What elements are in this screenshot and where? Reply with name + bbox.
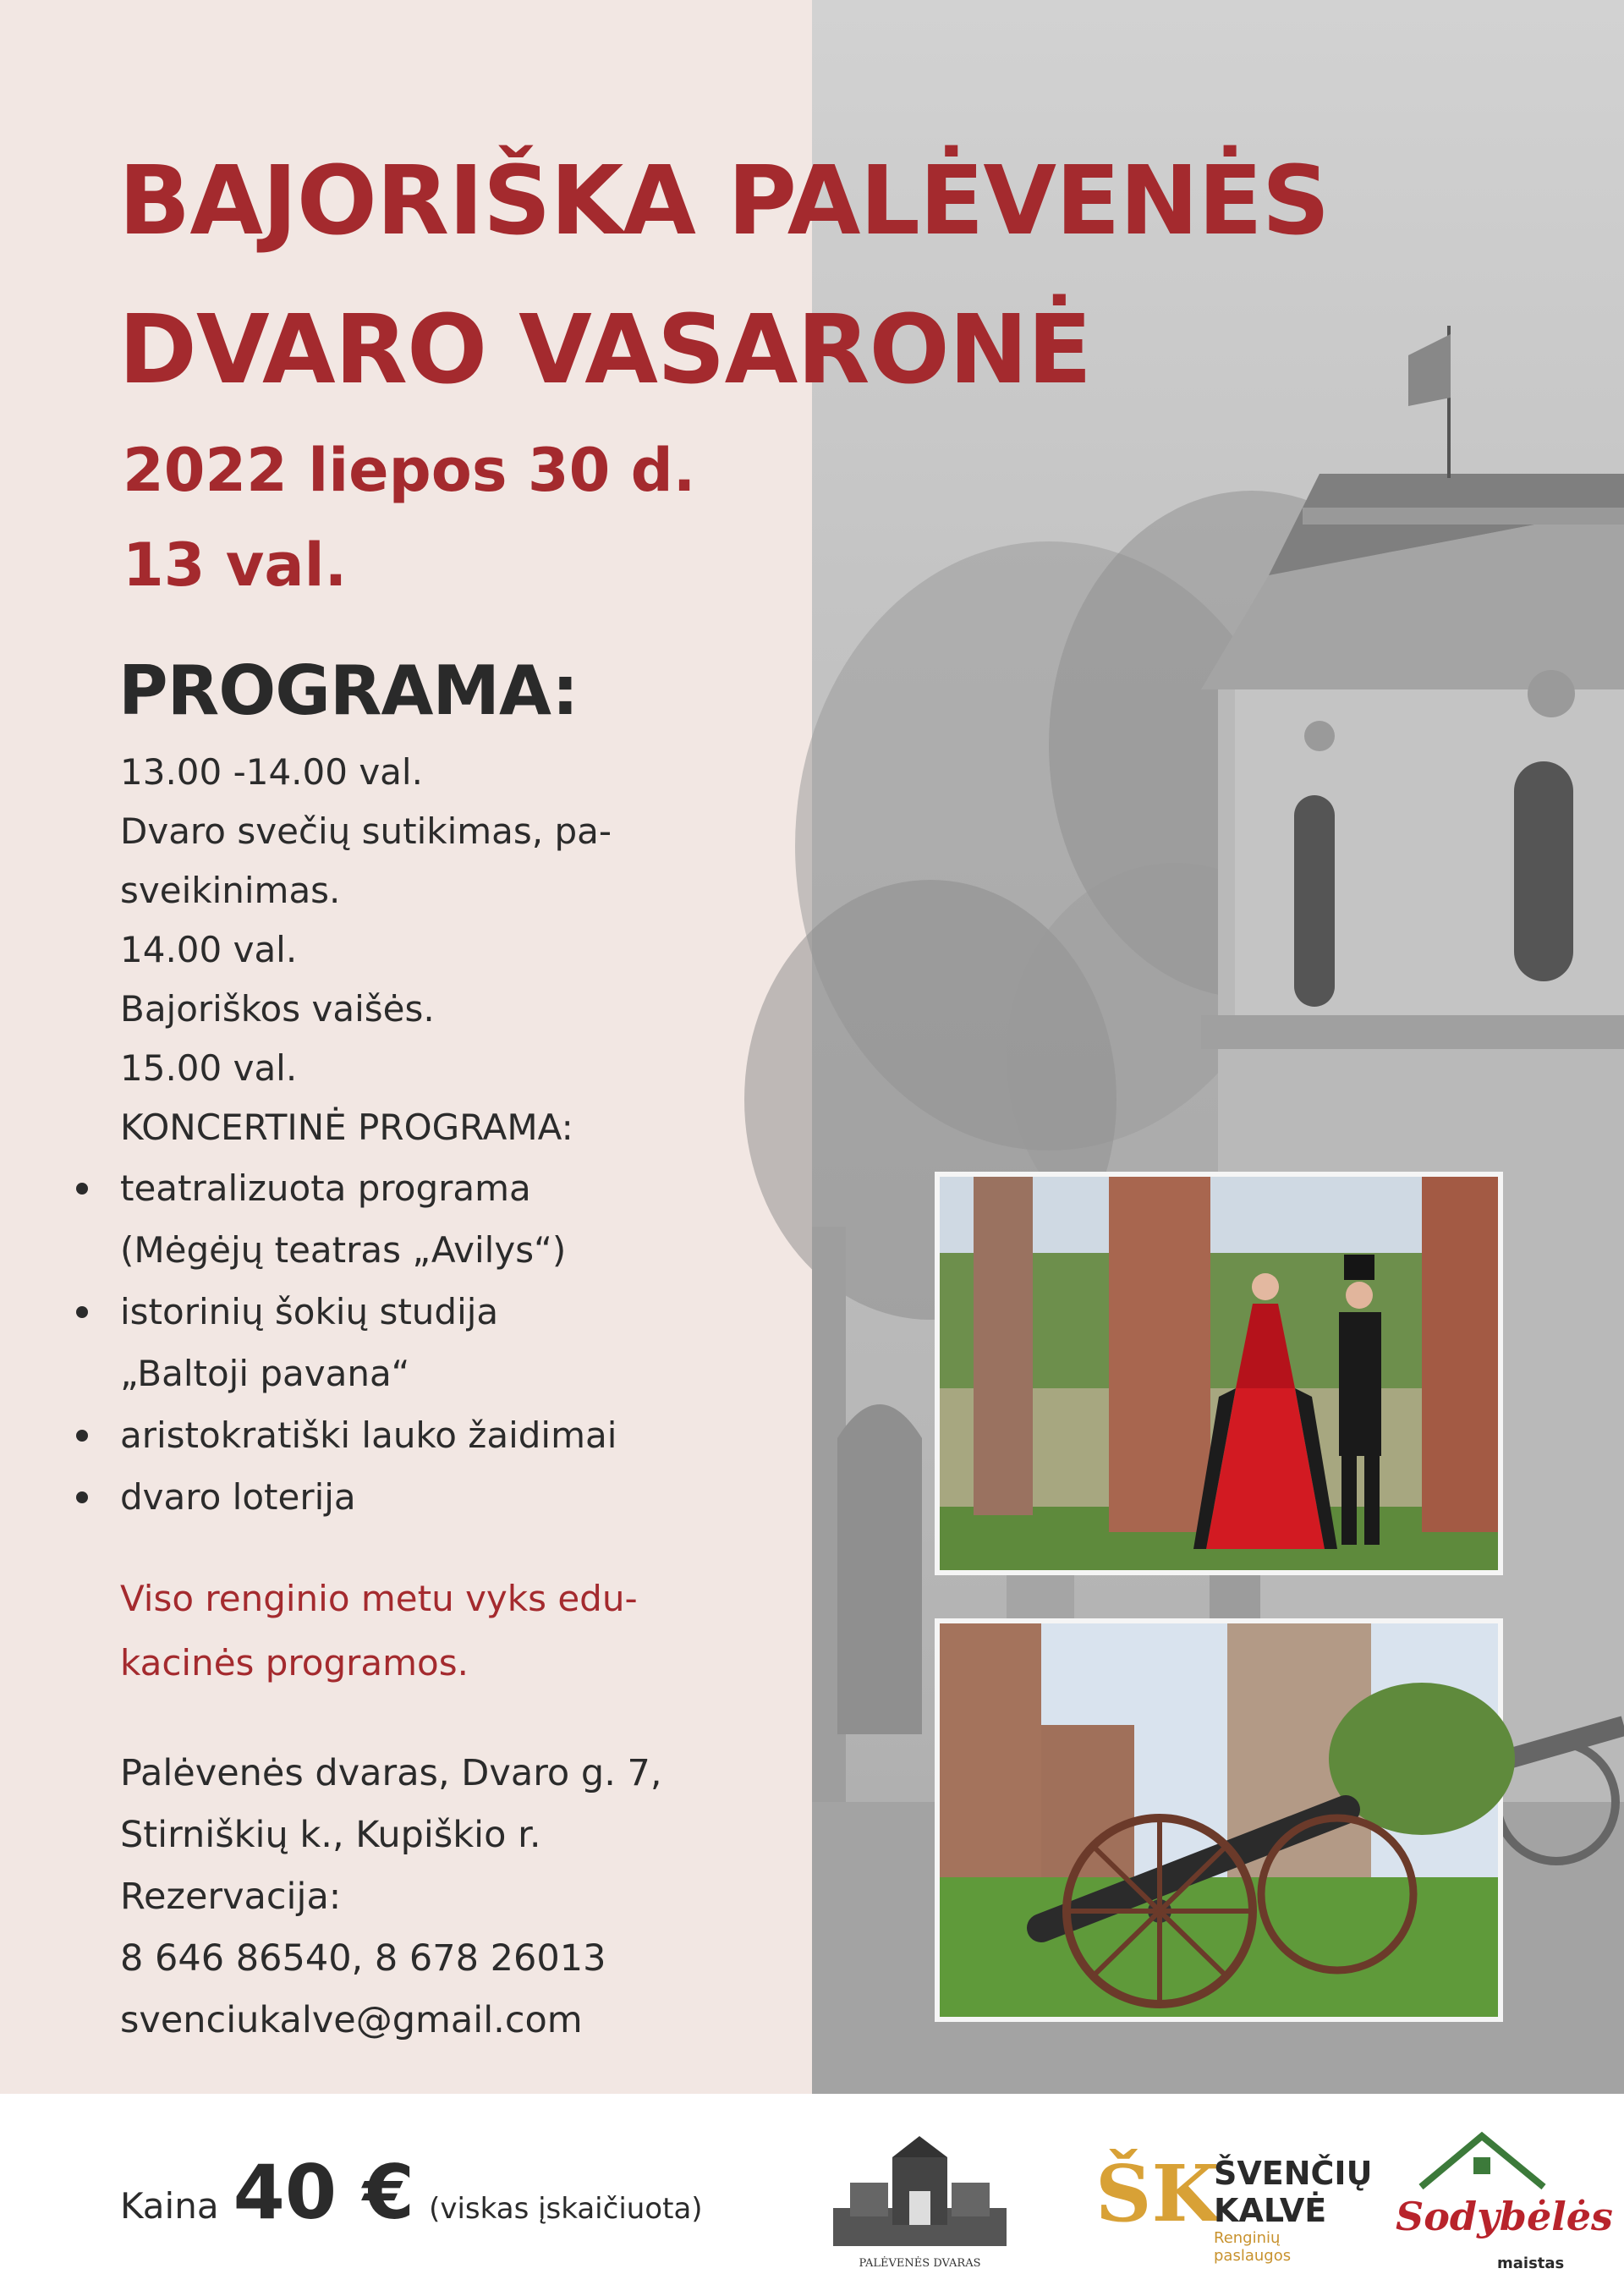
- program-heading: PROGRAMA:: [118, 651, 579, 730]
- price-label: Kaina: [120, 2185, 219, 2227]
- sodybeles-subtitle: maistas: [1497, 2255, 1565, 2272]
- email-address: svenciukalve@gmail.com: [120, 1999, 583, 2041]
- svenciu-name-line-1: ŠVENČIŲ: [1214, 2155, 1373, 2192]
- address-line: Palėvenės dvaras, Dvaro g. 7,: [120, 1752, 662, 1794]
- event-title: [118, 127, 1329, 425]
- svenciu-kalve-logo: [1091, 2145, 1373, 2265]
- schedule-line: 13.00 -14.00 val.: [120, 751, 423, 793]
- reservation-label: Rezervacija:: [120, 1876, 342, 1918]
- list-item-text: „Baltoji pavana“: [120, 1353, 410, 1394]
- title-line-2: DVARO VASARONĖ: [118, 295, 1091, 405]
- price-info: [120, 2149, 703, 2236]
- manor-sketch-icon: [825, 2132, 1015, 2255]
- house-roof-icon: [1396, 2128, 1569, 2195]
- bullet-icon: [76, 1183, 88, 1195]
- schedule-line: sveikinimas.: [120, 870, 341, 911]
- list-item: [120, 1281, 617, 1404]
- price-note: (viskas įskaičiuota): [429, 2192, 703, 2226]
- address-line: Stirniškių k., Kupiškio r.: [120, 1814, 541, 1856]
- svenciu-kalve-subtitle: Renginių paslaugos: [1214, 2229, 1292, 2265]
- price-amount: 40 €: [233, 2149, 414, 2236]
- list-item-text: teatralizuota programa: [120, 1167, 531, 1209]
- list-item: [120, 1404, 617, 1466]
- svenciu-kalve-name: [1214, 2155, 1372, 2229]
- schedule-line: Bajoriškos vaišės.: [120, 988, 435, 1030]
- sk-monogram-icon: [1091, 2145, 1220, 2239]
- schedule-line: Dvaro svečių sutikimas, pa-: [120, 810, 612, 852]
- list-item-text: istorinių šokių studija: [120, 1291, 499, 1332]
- paleve-manor-caption: PALĖVENĖS DVARAS: [859, 2257, 981, 2270]
- schedule-line: 14.00 val.: [120, 929, 298, 970]
- sodybeles-logo: [1396, 2128, 1613, 2280]
- list-item-text: (Mėgėjų teatras „Avilys“): [120, 1229, 567, 1271]
- event-date: [123, 423, 695, 612]
- event-day: 2022 liepos 30 d.: [123, 436, 696, 505]
- cannon-illustration: [940, 1623, 1498, 2017]
- list-item: [120, 1466, 617, 1528]
- list-item: [120, 1157, 617, 1281]
- paleve-manor-logo: [825, 2132, 1015, 2276]
- title-line-1: BAJORIŠKA PALĖVENĖS: [118, 146, 1330, 256]
- sodybeles-brand: Sodybėlės: [1396, 2194, 1613, 2239]
- education-note: [120, 1567, 638, 1695]
- bullet-icon: [76, 1306, 88, 1318]
- bullet-icon: [76, 1491, 88, 1503]
- costume-couple-illustration: [940, 1177, 1498, 1570]
- schedule-line: 15.00 val.: [120, 1047, 298, 1089]
- schedule-line: KONCERTINĖ PROGRAMA:: [120, 1107, 573, 1148]
- contact-info: [120, 1743, 662, 2052]
- costume-couple-photo: [935, 1172, 1503, 1575]
- bullet-icon: [76, 1430, 88, 1442]
- education-line: kacinės programos.: [120, 1642, 469, 1684]
- svg-text:ŠK: ŠK: [1095, 2148, 1220, 2239]
- list-item-text: dvaro loterija: [120, 1476, 356, 1518]
- cannon-photo: [935, 1618, 1503, 2022]
- event-time: 13 val.: [123, 530, 348, 600]
- concert-program-list: [120, 1157, 617, 1528]
- education-line: Viso renginio metu vyks edu-: [120, 1578, 638, 1619]
- program-schedule: [120, 743, 797, 1157]
- svenciu-name-line-2: KALVĖ: [1214, 2192, 1327, 2229]
- phone-numbers: 8 646 86540, 8 678 26013: [120, 1937, 606, 1980]
- list-item-text: aristokratiški lauko žaidimai: [120, 1414, 617, 1456]
